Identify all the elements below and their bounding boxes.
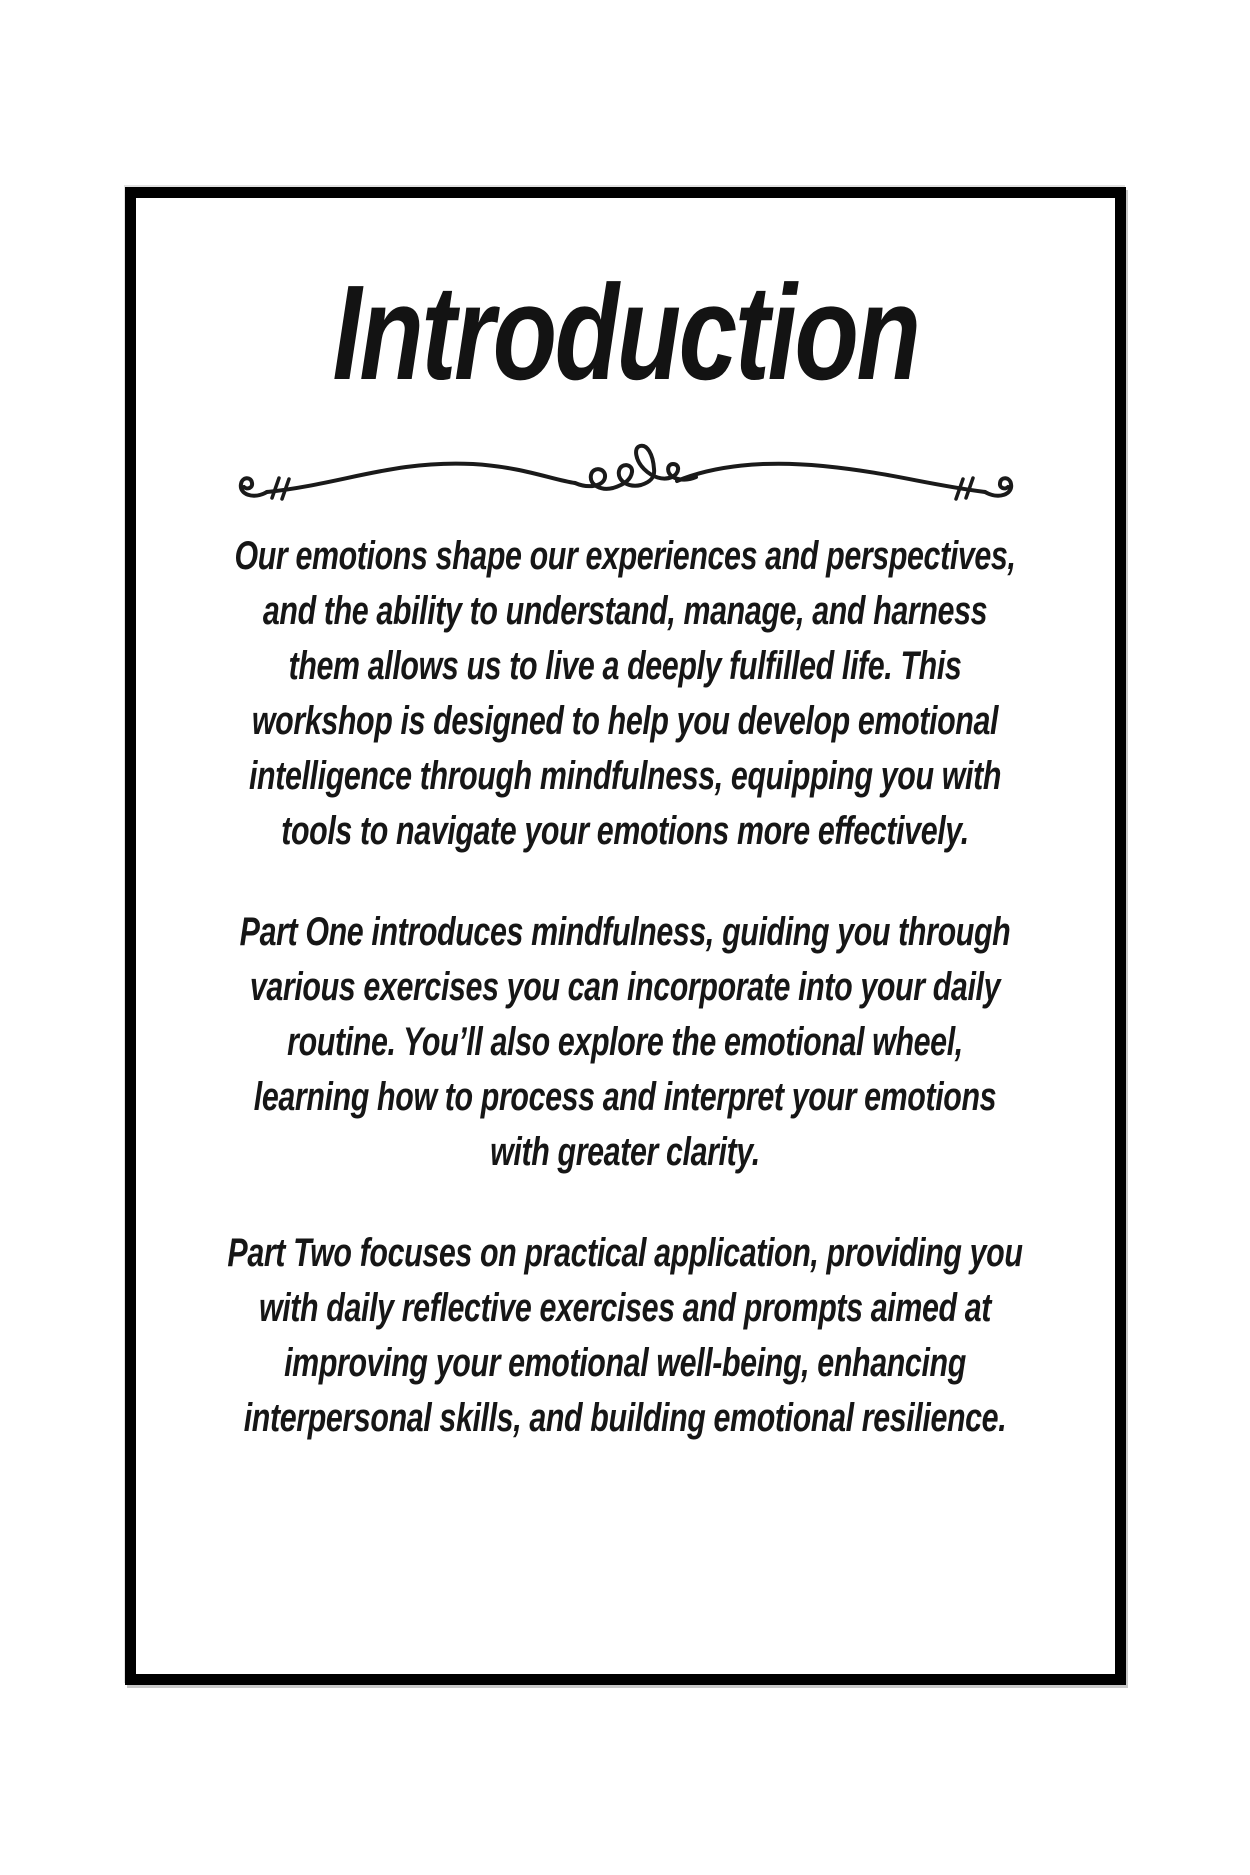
flourish-divider-icon	[223, 436, 1029, 514]
page-title: Introduction	[332, 257, 919, 408]
paragraph-intro: Our emotions shape our experiences and perspectives, and the ability to understand, manage, and harness them allows us to live a deeply fulfilled life. This workshop is designed to help you develop emotional intelligence through mindfulness, equipping you with tools to navigate your emotions more effectively.	[234, 534, 1016, 853]
paragraph-part-one: Part One introduces mindfulness, guiding you through various exercises you can incorporate into your daily routine. You’ll also explore the emotional wheel, learning how to process and interpret your emotions with greater clarity.	[239, 910, 1011, 1174]
paragraph-part-two: Part Two focuses on practical application, providing you with daily reflective exercises and prompts aimed at improving your emotional well-being, enhancing interpersonal skills, and building emotional resilience.	[227, 1231, 1023, 1440]
flourish-divider	[125, 436, 1126, 519]
body-text	[136, 529, 1115, 1446]
